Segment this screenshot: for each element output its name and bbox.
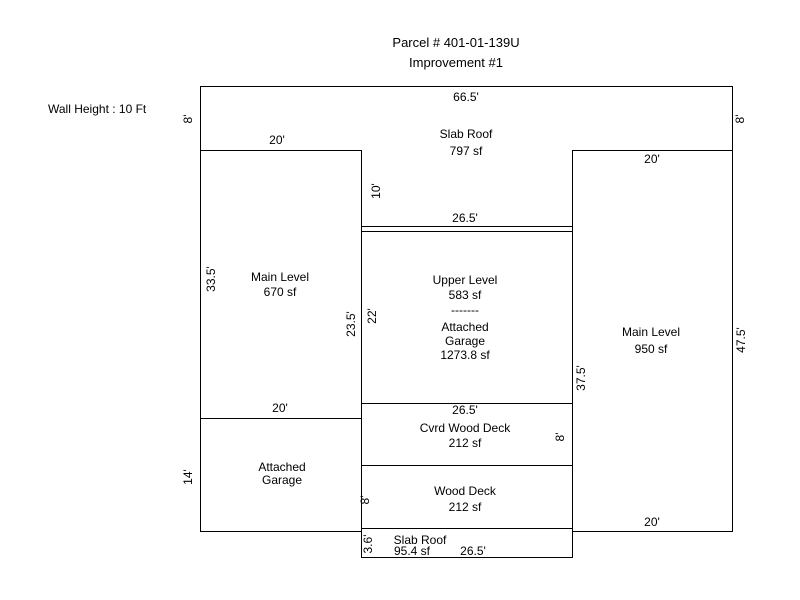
area-garage-name-a: Attached xyxy=(258,460,306,474)
dim-slab-right-height: 8' xyxy=(733,114,747,124)
wall-cvrd-deck-bottom xyxy=(361,465,573,466)
dim-main-left-bottom-width: 20' xyxy=(272,401,288,415)
dim-slab-bottom-width: 26.5' xyxy=(460,544,486,558)
dim-main-right-height: 47.5' xyxy=(734,327,748,353)
wall-center-right xyxy=(572,150,573,558)
dim-top-width: 66.5' xyxy=(453,90,479,104)
dim-main-left-lower-height: 23.5' xyxy=(344,311,358,337)
area-upper-name1: Upper Level xyxy=(432,273,498,287)
area-main-left-size: 670 sf xyxy=(263,285,297,299)
area-main-right-name: Main Level xyxy=(621,325,681,339)
dim-garage-height: 14' xyxy=(181,469,195,485)
dim-upper-height: 22' xyxy=(365,308,379,324)
dim-cvrd-deck-height: 8' xyxy=(553,432,567,442)
dim-main-right-inner-height: 37.5' xyxy=(574,365,588,391)
dim-upper-bottom-width: 26.5' xyxy=(452,403,478,417)
area-upper-size2: 1273.8 sf xyxy=(440,348,490,362)
wall-right-shoulder xyxy=(572,150,733,151)
wall-left-shoulder xyxy=(200,150,362,151)
dim-notch-depth: 10' xyxy=(369,183,383,199)
dim-slab-left-height: 8' xyxy=(181,114,195,124)
wall-top xyxy=(200,86,733,87)
area-upper-divider: ------- xyxy=(451,303,479,317)
wall-upper-top-inner xyxy=(361,231,573,232)
area-main-right-size: 950 sf xyxy=(634,342,668,356)
area-slab-roof-top-size: 797 sf xyxy=(449,144,483,158)
wall-garage-bottom xyxy=(200,531,362,532)
parcel-title: Parcel # 401-01-139U xyxy=(392,35,520,50)
improvement-title: Improvement #1 xyxy=(409,55,503,70)
dim-main-left-top-width: 20' xyxy=(269,133,285,147)
wall-upper-top-outer xyxy=(361,226,573,227)
wall-wood-deck-bottom xyxy=(361,528,573,529)
area-main-left-name: Main Level xyxy=(250,270,310,284)
area-slab-roof-bottom-name: Slab Roof xyxy=(393,533,447,547)
area-garage-name-b: Garage xyxy=(261,473,303,487)
area-upper-name2a: Attached xyxy=(441,320,489,334)
dim-slab-bottom-height: 3.6' xyxy=(361,534,375,554)
area-upper-size1: 583 sf xyxy=(448,288,482,302)
wall-main-left-bottom xyxy=(200,418,362,419)
area-slab-roof-top-name: Slab Roof xyxy=(439,127,493,141)
wall-main-right-bottom xyxy=(572,531,733,532)
dim-main-right-bottom-width: 20' xyxy=(644,515,660,529)
area-slab-roof-bottom-size: 95.4 sf xyxy=(393,544,431,558)
dim-upper-top-width: 26.5' xyxy=(452,211,478,225)
area-cvrd-deck-name: Cvrd Wood Deck xyxy=(419,421,511,435)
area-upper-name2b: Garage xyxy=(444,334,486,348)
dim-main-left-height: 33.5' xyxy=(204,266,218,292)
dim-main-right-top-width: 20' xyxy=(644,152,660,166)
wall-left xyxy=(200,86,201,532)
dim-wood-deck-height: 8' xyxy=(358,495,372,505)
wall-right xyxy=(732,86,733,532)
area-cvrd-deck-size: 212 sf xyxy=(448,436,482,450)
wall-height-note: Wall Height : 10 Ft xyxy=(48,102,147,116)
area-wood-deck-name: Wood Deck xyxy=(434,484,496,498)
area-wood-deck-size: 212 sf xyxy=(448,500,482,514)
